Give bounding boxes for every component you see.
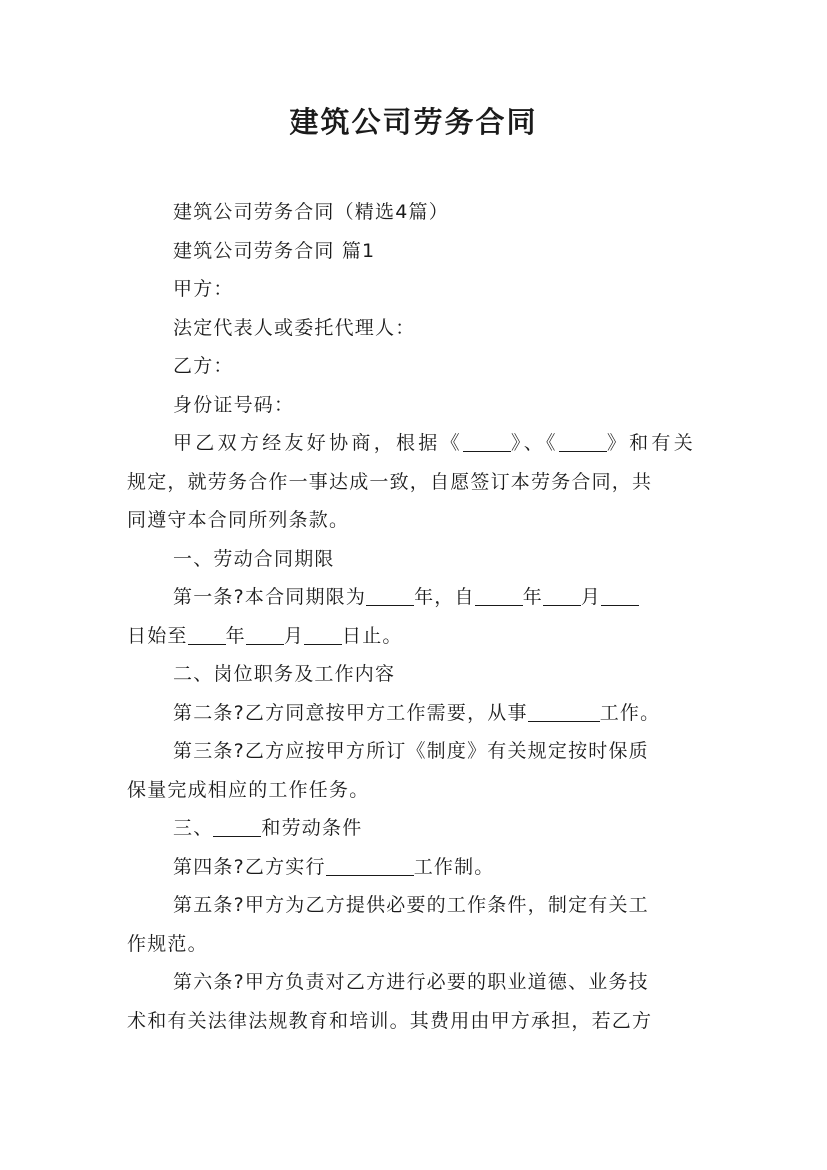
- article-5-line-1: 第五条?甲方为乙方提供必要的工作条件，制定有关工: [173, 894, 649, 916]
- blank-field: [463, 429, 511, 452]
- blank-field: [528, 699, 600, 722]
- article-1-text: 年: [225, 624, 246, 647]
- article-6-line-2: 术和有关法律法规教育和培训。其费用由甲方承担，若乙方: [127, 1009, 653, 1032]
- article-3-line-2: 保量完成相应的工作任务。: [127, 778, 370, 801]
- article-2-text: 第二条?乙方同意按甲方工作需要，从事: [173, 701, 528, 724]
- article-3-line-1: 第三条?乙方应按甲方所订《制度》有关规定按时保质: [173, 740, 649, 762]
- party-a-label: 甲方：: [173, 278, 234, 300]
- article-5-line-2: 作规范。: [127, 932, 208, 955]
- article-1-text: 日止。: [342, 624, 403, 647]
- article-1-text: 第一条?本合同期限为: [173, 586, 367, 608]
- subtitle: 建筑公司劳务合同（精选4篇）: [173, 201, 449, 223]
- article-4: [127, 848, 705, 887]
- article-1-text: 年: [522, 586, 543, 608]
- legal-rep-label: 法定代表人或委托代理人：: [173, 316, 416, 339]
- heading-contract-term: 一、劳动合同期限: [173, 547, 335, 570]
- article-1-text: 日始至: [127, 624, 188, 647]
- document-title: 建筑公司劳务合同: [289, 105, 538, 139]
- heading-3-text: 三、: [173, 817, 214, 839]
- blank-field: [304, 622, 342, 645]
- blank-field: [326, 853, 414, 876]
- intro-line-1: [127, 424, 705, 463]
- article-1-line-1: [127, 578, 705, 617]
- intro-text-a: 甲乙双方经友好协商，根据《: [173, 432, 463, 454]
- blank-field: [213, 814, 261, 837]
- blank-field: [366, 583, 414, 606]
- article-4-text: 第四条?乙方实行: [173, 855, 326, 878]
- heading-3-text: 和劳动条件: [261, 817, 363, 839]
- article-4-text: 工作制。: [413, 855, 495, 878]
- blank-field: [559, 429, 607, 452]
- intro-line-2: 规定，就劳务合作一事达成一致，自愿签订本劳务合同，共: [127, 470, 653, 493]
- article-1-text: 月: [283, 624, 305, 647]
- intro-text-c: 》和有关: [606, 432, 697, 454]
- intro-line-3: 同遵守本合同所列条款。: [127, 509, 350, 531]
- blank-field: [475, 583, 523, 606]
- party-b-label: 乙方：: [173, 355, 234, 377]
- article-2-text: 工作。: [599, 701, 661, 724]
- blank-field: [246, 622, 284, 645]
- article-1-line-2: [127, 617, 705, 656]
- document-body: [127, 193, 705, 1040]
- blank-field: [543, 583, 581, 606]
- blank-field: [188, 622, 226, 645]
- heading-working-conditions: [127, 809, 705, 848]
- id-number-label: 身份证号码：: [173, 393, 295, 416]
- section-heading: 建筑公司劳务合同 篇1: [173, 239, 376, 262]
- article-2: [127, 694, 705, 733]
- intro-text-b: 》、《: [510, 432, 559, 454]
- article-6-line-1: 第六条?甲方负责对乙方进行必要的职业道德、业务技: [173, 971, 649, 993]
- blank-field: [601, 583, 639, 606]
- article-1-text: 月: [580, 586, 602, 608]
- heading-position-duties: 二、岗位职务及工作内容: [173, 663, 396, 685]
- article-1-text: 年，自: [414, 586, 475, 608]
